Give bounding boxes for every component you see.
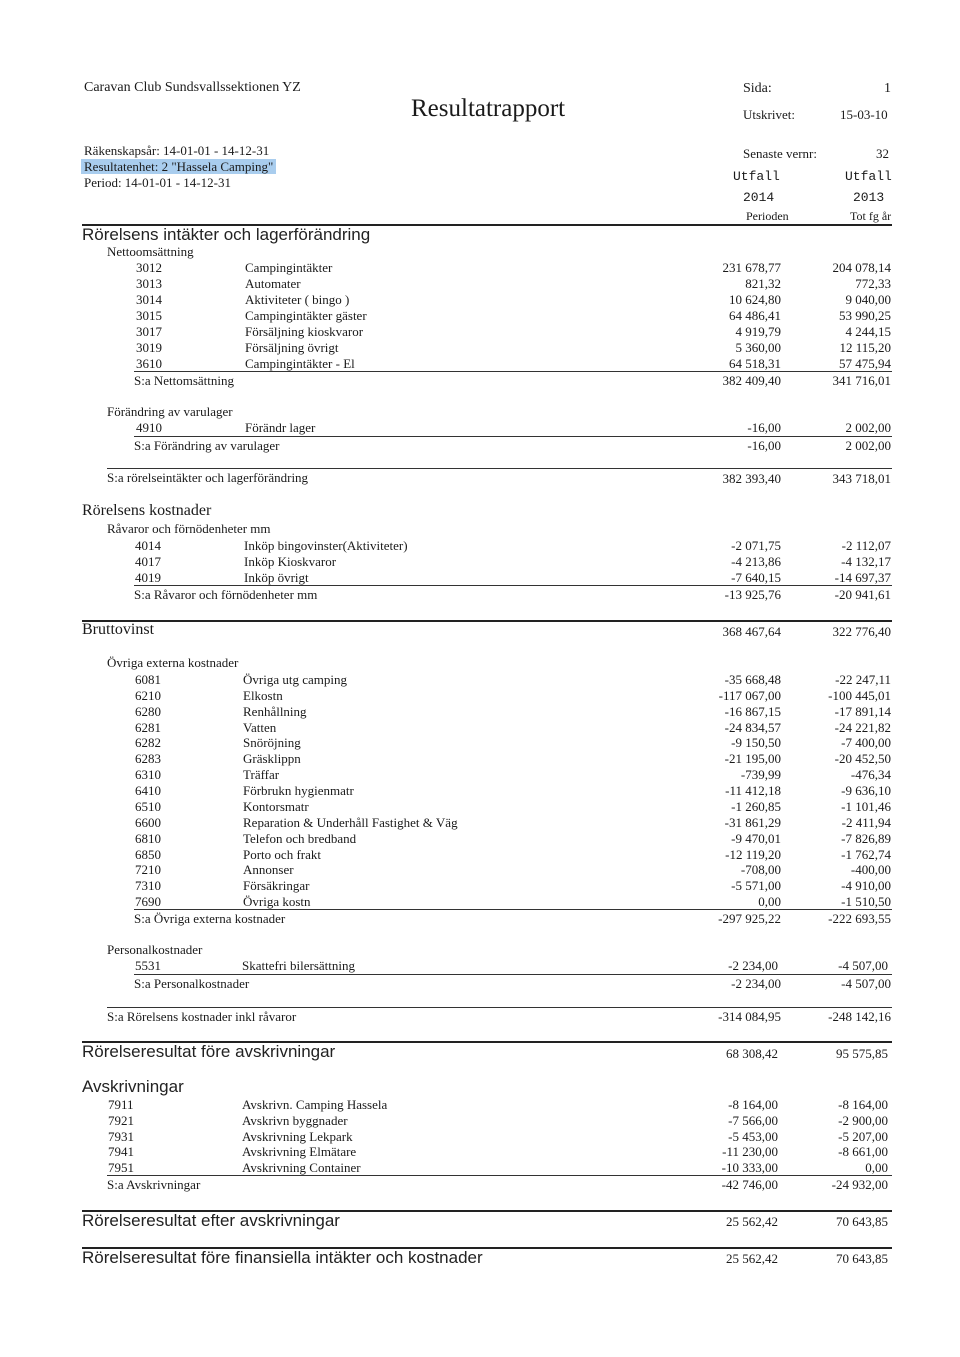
result-before-depreciation-label: Rörelseresultat före avskrivningar (82, 1042, 336, 1061)
amount-period: -2 071,75 (731, 538, 781, 553)
account-number: 7931 (108, 1128, 134, 1144)
col1-year: 2014 (743, 190, 775, 205)
account-name: Telefon och bredband (243, 830, 357, 846)
amount-period: -1 260,85 (731, 798, 781, 814)
result-before-depreciation-v2: 95 575,85 (836, 1046, 888, 1061)
account-name: Automater (245, 276, 301, 291)
account-number: 7941 (108, 1144, 134, 1160)
gross-profit-rule (82, 620, 892, 622)
result-before-financial-label: Rörelseresultat före finansiella intäkter och kostnader (82, 1248, 483, 1267)
account-number: 3610 (136, 356, 162, 371)
account-number: 7951 (108, 1160, 134, 1176)
amount-period: -117 067,00 (718, 687, 781, 703)
other-external-sum-v2: -222 693,55 (828, 911, 891, 926)
account-number: 3017 (136, 324, 162, 339)
result-after-depreciation-label: Rörelseresultat efter avskrivningar (82, 1211, 340, 1230)
account-name: Förändr lager (245, 420, 316, 435)
amount-prev-year: 204 078,14 (832, 260, 891, 275)
amount-prev-year: -7 826,89 (841, 830, 891, 846)
period: Period: 14-01-01 - 14-12-31 (84, 175, 231, 190)
account-number: 3013 (136, 276, 162, 291)
amount-period: -12 119,20 (725, 846, 781, 862)
result-before-financial-v2: 70 643,85 (836, 1251, 888, 1266)
account-number: 4017 (135, 554, 161, 569)
account-name: Campingintäkter gäster (245, 308, 367, 323)
amount-prev-year: 4 244,15 (845, 324, 891, 339)
account-name: Övriga utg camping (243, 672, 347, 687)
inventory-sum-label: S:a Förändring av varulager (134, 438, 280, 453)
amount-period: -5 571,00 (731, 878, 781, 894)
amount-prev-year: -476,34 (850, 767, 891, 783)
amount-prev-year: -9 636,10 (841, 783, 891, 799)
amount-period: 10 624,80 (729, 292, 781, 307)
amount-period: -11 230,00 (722, 1144, 778, 1160)
costs-total-v1: -314 084,95 (718, 1009, 781, 1024)
page-number: 1 (884, 81, 891, 96)
account-name: Försäljning kioskvaror (245, 324, 364, 339)
account-number: 6280 (135, 703, 161, 719)
amount-period: -7 566,00 (728, 1112, 778, 1128)
amount-period: 64 518,31 (729, 356, 781, 371)
printed-label: Utskrivet: (743, 107, 795, 122)
amount-prev-year: -400,00 (850, 862, 891, 878)
income-total-v1: 382 393,40 (722, 471, 781, 486)
account-number: 7921 (108, 1112, 134, 1128)
subtotal-rule (134, 974, 892, 975)
account-name: Avskrivning Container (242, 1160, 361, 1176)
amount-prev-year: -17 891,14 (834, 703, 891, 719)
account-name: Kontorsmatr (243, 798, 309, 814)
total-rule (107, 1007, 892, 1008)
result-after-depreciation-v2: 70 643,85 (836, 1214, 888, 1229)
gross-profit-label: Bruttovinst (82, 621, 155, 638)
amount-prev-year: 9 040,00 (845, 292, 891, 307)
account-name: Renhållning (243, 703, 307, 719)
amount-prev-year: 53 990,25 (839, 308, 891, 323)
amount-prev-year: -5 207,00 (838, 1128, 888, 1144)
result-unit (81, 159, 276, 175)
account-number: 6850 (135, 846, 161, 862)
account-number: 6410 (135, 783, 161, 799)
page-label: Sida: (743, 81, 772, 96)
account-number: 6283 (135, 751, 161, 767)
amount-prev-year: -24 221,82 (834, 719, 891, 735)
other-external-sum-label: S:a Övriga externa kostnader (134, 911, 286, 926)
account-number: 6282 (135, 735, 161, 751)
subtotal-rule (134, 909, 892, 910)
account-number: 5531 (135, 958, 161, 973)
account-name: Skattefri bilersättning (242, 958, 356, 973)
account-number: 6810 (135, 830, 161, 846)
account-name: Gräsklippn (243, 751, 301, 767)
account-name: Reparation & Underhåll Fastighet & Väg (243, 814, 458, 830)
amount-prev-year: -4 910,00 (841, 878, 891, 894)
col2-year: 2013 (853, 190, 885, 205)
amount-period: -16,00 (747, 420, 781, 435)
raw-materials-sum-label: S:a Råvaror och förnödenheter mm (134, 587, 318, 602)
account-number: 4019 (135, 570, 161, 585)
amount-prev-year: -1 510,50 (841, 894, 891, 910)
account-number: 6510 (135, 798, 161, 814)
amount-period: -31 861,29 (724, 814, 781, 830)
raw-materials-sum-v2: -20 941,61 (834, 587, 891, 602)
account-number: 3019 (136, 340, 162, 355)
amount-period: -2 234,00 (728, 958, 778, 973)
amount-period: -8 164,00 (728, 1097, 778, 1112)
account-name: Försäljning övrigt (245, 340, 339, 355)
personnel-sum-v2: -4 507,00 (841, 976, 891, 991)
account-number: 7690 (135, 894, 161, 910)
account-name: Försäkringar (243, 878, 310, 894)
total-rule (107, 468, 892, 469)
account-number: 7911 (108, 1097, 134, 1112)
amount-period: 5 360,00 (735, 340, 781, 355)
amount-period: 4 919,79 (735, 324, 781, 339)
account-number: 7210 (135, 862, 161, 878)
organization-name: Caravan Club Sundsvallssektionen YZ (84, 80, 301, 95)
amount-period: -9 150,50 (731, 735, 781, 751)
account-name: Träffar (243, 767, 280, 783)
result-unit-highlight: Resultatenhet: 2 "Hassela Camping" (81, 159, 276, 174)
amount-period: -24 834,57 (724, 719, 781, 735)
amount-prev-year: -4 507,00 (838, 958, 888, 973)
latest-vernr-label: Senaste vernr: (743, 146, 818, 161)
subtotal-rule (134, 436, 892, 437)
amount-prev-year: 772,33 (855, 276, 891, 291)
account-number: 3014 (136, 292, 162, 307)
amount-prev-year: -4 132,17 (841, 554, 891, 569)
amount-prev-year: -8 661,00 (838, 1144, 888, 1160)
account-name: Avskrivn. Camping Hassela (242, 1097, 388, 1112)
account-number: 3012 (136, 260, 162, 275)
col1-title: Utfall (733, 169, 780, 184)
account-number: 4014 (135, 538, 161, 553)
amount-period: -7 640,15 (731, 570, 781, 585)
account-name: Avskrivning Elmätare (242, 1144, 357, 1160)
amount-prev-year: -22 247,11 (835, 672, 891, 687)
subtotal-rule (134, 371, 892, 372)
amount-period: -21 195,00 (724, 751, 781, 767)
account-number: 4910 (136, 420, 162, 435)
account-name: Inköp bingovinster(Aktiviteter) (244, 538, 408, 553)
result-after-depreciation-v1: 25 562,42 (726, 1214, 778, 1229)
section-title-costs: Rörelsens kostnader (82, 502, 212, 519)
amount-prev-year: -20 452,50 (834, 751, 891, 767)
personnel-sum-v1: -2 234,00 (731, 976, 781, 991)
amount-prev-year: -1 762,74 (841, 846, 891, 862)
other-external-sum-v1: -297 925,22 (718, 911, 781, 926)
report-title: Resultatrapport (411, 95, 566, 122)
amount-period: 64 486,41 (729, 308, 781, 323)
account-name: Övriga kostn (243, 894, 311, 910)
group-title-raw-materials: Råvaror och förnödenheter mm (107, 521, 271, 536)
amount-period: 231 678,77 (722, 260, 781, 275)
amount-period: -10 333,00 (721, 1160, 778, 1176)
amount-prev-year: -8 164,00 (838, 1097, 888, 1112)
account-name: Elkostn (243, 687, 283, 703)
latest-vernr-value: 32 (876, 146, 889, 161)
subtotal-rule (107, 1175, 892, 1176)
fiscal-year: Räkenskapsår: 14-01-01 - 14-12-31 (84, 143, 270, 158)
income-total-v2: 343 718,01 (832, 471, 891, 486)
account-name: Aktiviteter ( bingo ) (245, 292, 350, 307)
amount-prev-year: 0,00 (865, 1160, 888, 1176)
inventory-sum-v2: 2 002,00 (845, 438, 891, 453)
account-name: Inköp Kioskvaror (244, 554, 337, 569)
depreciation-sum-v1: -42 746,00 (721, 1177, 778, 1192)
costs-total-label: S:a Rörelsens kostnader inkl råvaror (107, 1009, 297, 1024)
amount-period: -4 213,86 (731, 554, 781, 569)
amount-period: 821,32 (745, 276, 781, 291)
amount-period: -35 668,48 (724, 672, 781, 687)
income-total-label: S:a rörelseintäkter och lagerförändring (107, 470, 309, 485)
group-title-personnel: Personalkostnader (107, 942, 203, 957)
personnel-sum-label: S:a Personalkostnader (134, 976, 250, 991)
amount-prev-year: -100 445,01 (828, 687, 891, 703)
amount-prev-year: -1 101,46 (841, 798, 891, 814)
col2-subtitle: Tot fg år (850, 209, 892, 223)
account-number: 6210 (135, 687, 161, 703)
account-name: Porto och frakt (243, 846, 321, 862)
amount-prev-year: -2 411,94 (841, 814, 891, 830)
account-name: Avskrivn byggnader (242, 1112, 348, 1128)
amount-period: -16 867,15 (724, 703, 781, 719)
group-title-other-external: Övriga externa kostnader (107, 655, 239, 670)
amount-prev-year: -14 697,37 (834, 570, 891, 585)
printed-date: 15-03-10 (840, 107, 888, 122)
account-number: 7310 (135, 878, 161, 894)
amount-prev-year: 12 115,20 (839, 340, 891, 355)
account-name: Förbrukn hygienmatr (243, 783, 354, 799)
account-name: Avskrivning Lekpark (242, 1128, 353, 1144)
section-title-income: Rörelsens intäkter och lagerförändring (82, 225, 371, 244)
amount-period: -11 412,18 (725, 783, 781, 799)
amount-period: -9 470,01 (731, 830, 781, 846)
result-before-depreciation-v1: 68 308,42 (726, 1046, 778, 1061)
account-name: Inköp övrigt (244, 570, 309, 585)
amount-prev-year: 2 002,00 (845, 420, 891, 435)
amount-prev-year: -7 400,00 (841, 735, 891, 751)
raw-materials-sum-v1: -13 925,76 (724, 587, 781, 602)
account-name: Campingintäkter (245, 260, 333, 275)
amount-period: 0,00 (758, 894, 781, 910)
subtotal-rule (134, 585, 892, 586)
costs-total-v2: -248 142,16 (828, 1009, 891, 1024)
account-name: Annonser (243, 862, 294, 878)
account-number: 6310 (135, 767, 161, 783)
net-sales-sum-v2: 341 716,01 (832, 373, 891, 388)
account-number: 3015 (136, 308, 162, 323)
amount-prev-year: -2 112,07 (841, 538, 891, 553)
group-title-inventory: Förändring av varulager (107, 404, 233, 419)
account-name: Vatten (243, 719, 277, 735)
account-number: 6281 (135, 719, 161, 735)
group-title-net-sales: Nettoomsättning (107, 244, 194, 259)
account-name: Campingintäkter - El (245, 356, 355, 371)
amount-prev-year: -2 900,00 (838, 1112, 888, 1128)
result-before-financial-v1: 25 562,42 (726, 1251, 778, 1266)
amount-period: -708,00 (740, 862, 781, 878)
account-name: Snöröjning (243, 735, 301, 751)
amount-period: -5 453,00 (728, 1128, 778, 1144)
net-sales-sum-label: S:a Nettomsättning (134, 373, 235, 388)
gross-profit-v2: 322 776,40 (832, 624, 891, 639)
gross-profit-v1: 368 467,64 (722, 624, 781, 639)
net-sales-sum-v1: 382 409,40 (722, 373, 781, 388)
inventory-sum-v1: -16,00 (747, 438, 781, 453)
depreciation-sum-label: S:a Avskrivningar (107, 1177, 201, 1192)
depreciation-sum-v2: -24 932,00 (831, 1177, 888, 1192)
col2-title: Utfall (845, 169, 892, 184)
account-number: 6600 (135, 814, 161, 830)
section-title-depreciation: Avskrivningar (82, 1077, 184, 1096)
amount-period: -739,99 (740, 767, 781, 783)
account-number: 6081 (135, 672, 161, 687)
col1-subtitle: Perioden (746, 209, 789, 223)
amount-prev-year: 57 475,94 (839, 356, 891, 371)
